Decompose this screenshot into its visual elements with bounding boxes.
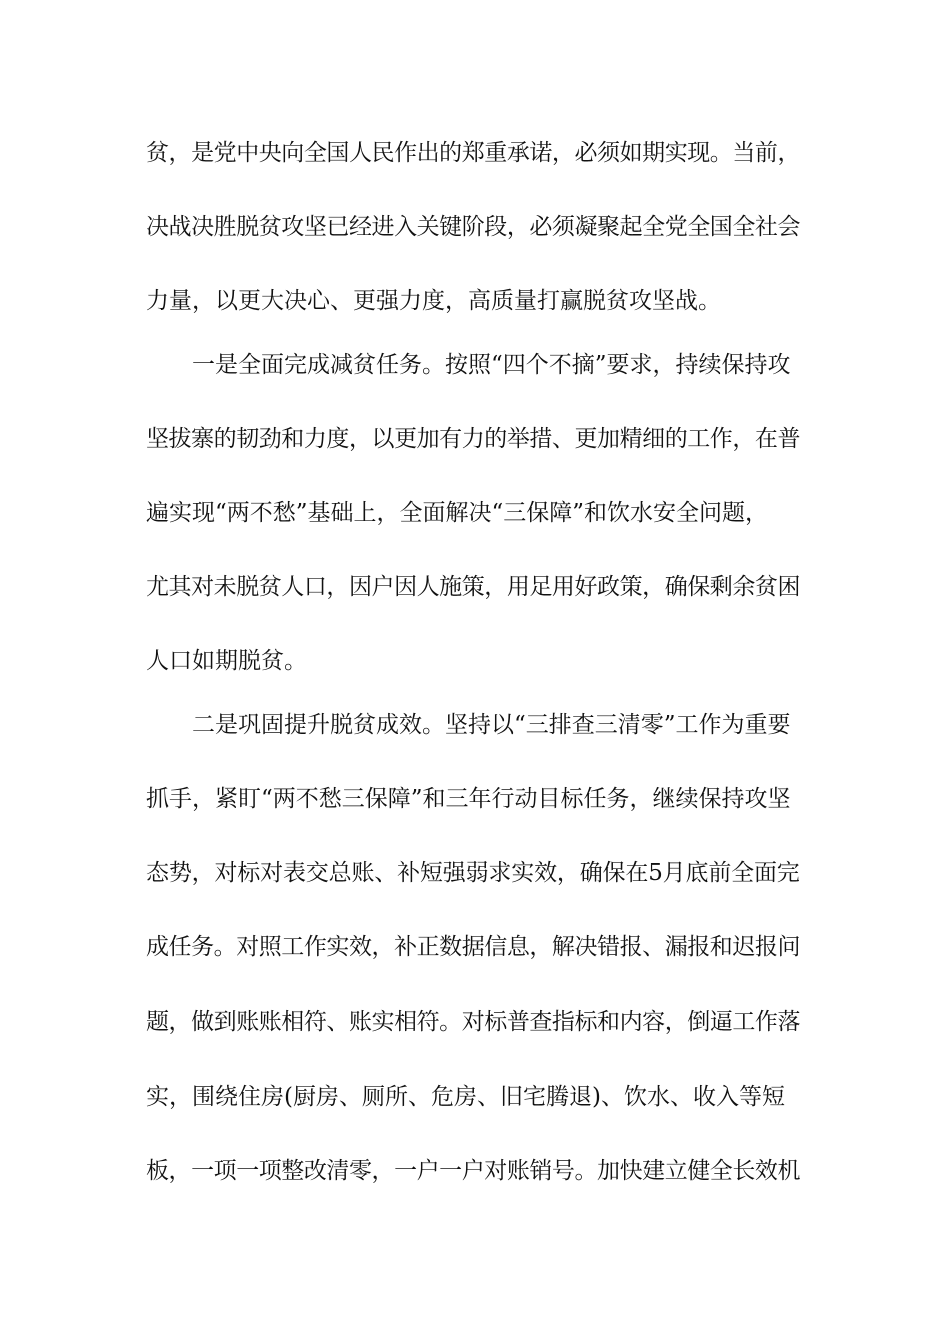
text-line: 抓手，紧盯“两不愁三保障”和三年行动目标任务，继续保持攻坚 xyxy=(146,786,791,812)
text-line: 态势，对标对表交总账、补短强弱求实效，确保在5月底前全面完 xyxy=(146,860,800,886)
text-line: 贫，是党中央向全国人民作出的郑重承诺，必须如期实现。当前， xyxy=(146,140,801,166)
text-line: 板，一项一项整改清零，一户一户对账销号。加快建立健全长效机 xyxy=(146,1158,801,1184)
text-line: 遍实现“两不愁”基础上，全面解决“三保障”和饮水安全问题， xyxy=(146,500,769,526)
text-line: 一是全面完成减贫任务。按照“四个不摘”要求，持续保持攻 xyxy=(192,352,791,378)
text-line: 题，做到账账相符、账实相符。对标普查指标和内容，倒逼工作落 xyxy=(146,1009,801,1035)
text-line: 尤其对未脱贫人口，因户因人施策，用足用好政策，确保剩余贫困 xyxy=(146,574,801,600)
text-line: 决战决胜脱贫攻坚已经进入关键阶段，必须凝聚起全党全国全社会 xyxy=(146,214,801,240)
text-line: 坚拔寨的韧劲和力度，以更加有力的举措、更加精细的工作，在普 xyxy=(146,426,801,452)
text-line: 实，围绕住房(厨房、厕所、危房、旧宅腾退)、饮水、收入等短 xyxy=(146,1084,785,1110)
text-line: 成任务。对照工作实效，补正数据信息，解决错报、漏报和迟报问 xyxy=(146,934,801,960)
text-line: 人口如期脱贫。 xyxy=(146,648,307,674)
text-line: 二是巩固提升脱贫成效。坚持以“三排查三清零”工作为重要 xyxy=(192,712,791,738)
text-line: 力量，以更大决心、更强力度，高质量打赢脱贫攻坚战。 xyxy=(146,288,721,314)
